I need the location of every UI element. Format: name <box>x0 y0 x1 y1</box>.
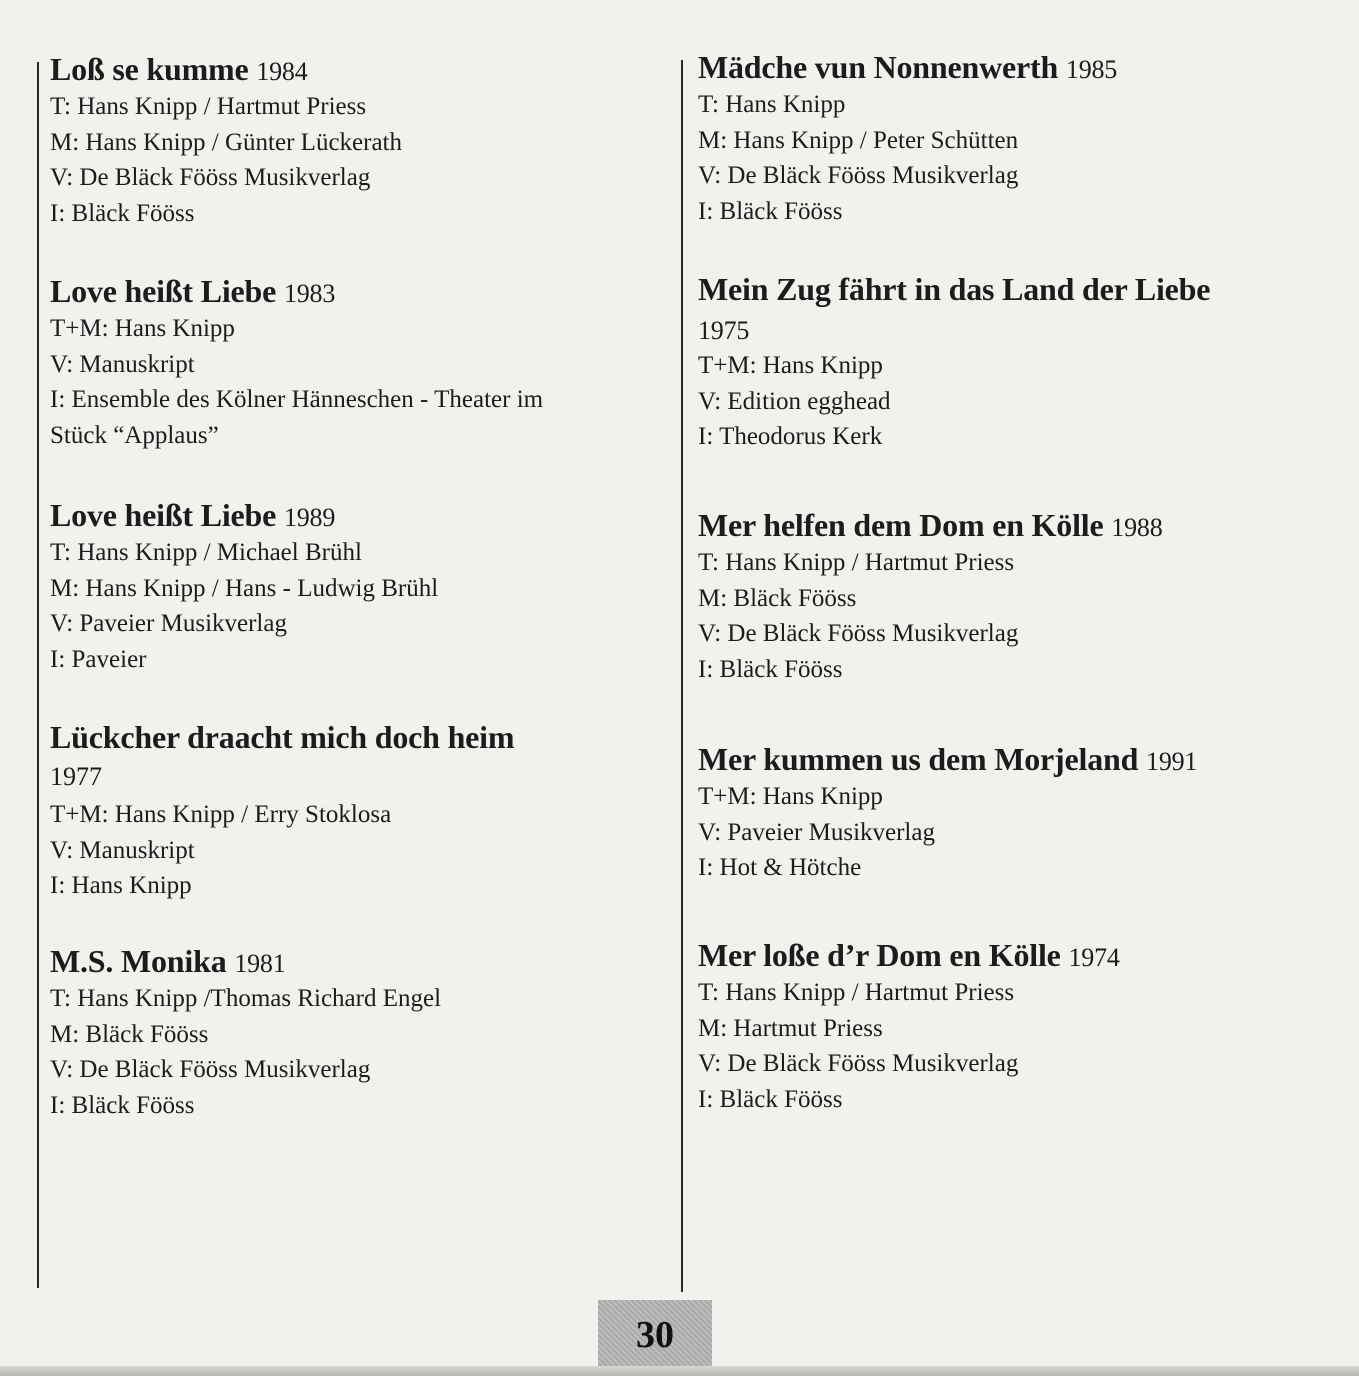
song-entry <box>50 496 438 677</box>
credit-line: I: Bläck Fööss <box>698 197 843 225</box>
credit-line: M: Bläck Fööss <box>50 1020 209 1048</box>
credit-line: T+M: Hans Knipp <box>50 315 235 343</box>
song-year: 1977 <box>50 762 102 792</box>
credit-line: I: Theodorus Kerk <box>698 423 883 451</box>
song-entry <box>698 506 1163 687</box>
song-entry <box>698 936 1120 1117</box>
song-year: 1991 <box>1146 747 1198 776</box>
credit-line: M: Hans Knipp / Hans - Ludwig Brühl <box>50 574 439 602</box>
credit-line: I: Paveier <box>50 645 147 673</box>
song-title-text: Loß se kumme <box>50 51 249 87</box>
song-title <box>50 50 402 89</box>
credit-line: I: Ensemble des Kölner Hänneschen - Theater im <box>50 386 544 414</box>
song-title <box>698 936 1120 975</box>
song-title <box>50 496 438 535</box>
song-title: Lückcher draacht mich doch heim <box>50 719 515 755</box>
credit-line: I: Bläck Fööss <box>50 1091 195 1119</box>
credit-line: T: Hans Knipp / Hartmut Priess <box>698 549 1015 577</box>
song-title <box>698 506 1163 545</box>
credit-line: M: Hans Knipp / Peter Schütten <box>698 126 1019 154</box>
song-entry <box>50 272 543 453</box>
song-year: 1975 <box>698 316 750 346</box>
song-year: 1981 <box>234 949 286 978</box>
credit-line: V: De Bläck Fööss Musikverlag <box>698 620 1019 648</box>
credit-line: I: Bläck Fööss <box>698 1085 843 1113</box>
song-title <box>698 740 1197 779</box>
credit-line: V: De Bläck Fööss Musikverlag <box>698 162 1019 190</box>
credit-line: T+M: Hans Knipp <box>698 352 883 380</box>
song-title-text: M.S. Monika <box>50 943 227 979</box>
center-column-rule <box>681 60 683 1292</box>
credit-line: Stück “Applaus” <box>50 421 219 449</box>
song-title-text: Love heißt Liebe <box>50 273 277 309</box>
credit-line: M: Hans Knipp / Günter Lückerath <box>50 128 403 156</box>
credit-line: V: Edition egghead <box>698 387 891 415</box>
left-column-rule <box>37 62 39 1288</box>
credit-line: I: Hot & Hötche <box>698 854 862 882</box>
song-year: 1983 <box>283 279 336 308</box>
song-title-text: Mer helfen dem Dom en Kölle <box>698 507 1104 543</box>
song-entry <box>698 740 1197 886</box>
credit-line: M: Bläck Fööss <box>698 584 857 612</box>
song-entry <box>698 270 1238 455</box>
credit-line: T: Hans Knipp <box>698 91 846 119</box>
song-title-text: Love heißt Liebe <box>50 497 277 533</box>
song-year: 1988 <box>1111 513 1163 542</box>
credit-line: V: Manuskript <box>50 350 195 378</box>
song-title-text: Mer loße d’r Dom en Kölle <box>698 937 1061 973</box>
song-year: 1989 <box>283 503 336 532</box>
song-title <box>698 270 1238 348</box>
credit-line: T: Hans Knipp / Michael Brühl <box>50 539 362 567</box>
credit-line: I: Bläck Fööss <box>50 199 195 227</box>
page-edge <box>0 1366 1359 1376</box>
song-entry <box>50 718 514 904</box>
credit-line: I: Bläck Fööss <box>698 655 843 683</box>
song-title-text: Mädche vun Nonnenwerth <box>698 49 1059 85</box>
credit-line: T: Hans Knipp / Hartmut Priess <box>698 979 1015 1007</box>
credit-line: T+M: Hans Knipp / Erry Stoklosa <box>50 801 392 829</box>
credit-line: V: Paveier Musikverlag <box>50 610 287 638</box>
song-title-text: Mer kummen us dem Morjeland <box>698 741 1139 777</box>
song-year: 1985 <box>1065 55 1118 84</box>
credit-line: T: Hans Knipp /Thomas Richard Engel <box>50 985 442 1013</box>
credit-line: I: Hans Knipp <box>50 872 192 900</box>
song-year: 1984 <box>256 57 308 86</box>
song-year: 1974 <box>1068 943 1120 972</box>
song-entry <box>698 48 1117 229</box>
song-title <box>698 48 1117 87</box>
credit-line: V: Manuskript <box>50 836 195 864</box>
credit-line: V: Paveier Musikverlag <box>698 818 935 846</box>
song-entry <box>50 50 402 231</box>
credit-line: V: De Bläck Fööss Musikverlag <box>698 1050 1019 1078</box>
song-title <box>50 942 441 981</box>
credit-line: T+M: Hans Knipp <box>698 783 883 811</box>
page-number: 30 <box>598 1300 712 1370</box>
song-title-text: Mein Zug fährt in das Land der Liebe <box>698 271 1211 307</box>
song-title <box>50 272 543 311</box>
credit-line: T: Hans Knipp / Hartmut Priess <box>50 93 367 121</box>
credit-line: M: Hartmut Priess <box>698 1014 883 1042</box>
credit-line: V: De Bläck Fööss Musikverlag <box>50 164 371 192</box>
credit-line: V: De Bläck Fööss Musikverlag <box>50 1056 371 1084</box>
song-entry <box>50 942 441 1123</box>
